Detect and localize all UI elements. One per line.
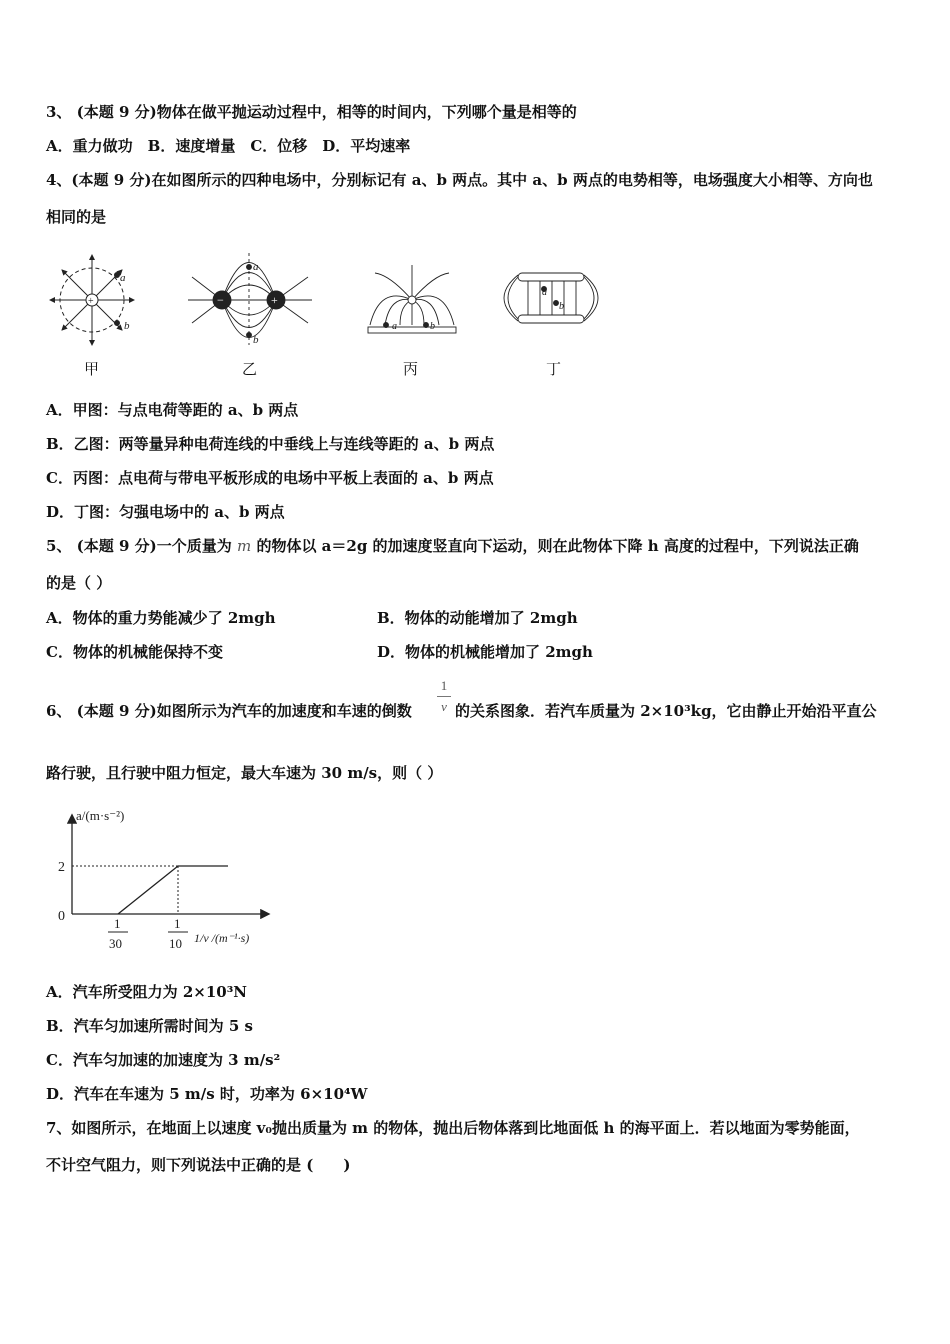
q4-option-c: C．丙图：点电荷与带电平板形成的电场中平板上表面的 a、b 两点 [46, 469, 494, 487]
figure-yi [188, 253, 312, 345]
figure-bing [368, 265, 456, 333]
figure-label-jia: 甲 [84, 360, 100, 378]
graph-line [118, 866, 228, 914]
q6-option-b: B．汽车匀加速所需时间为 5 s [46, 1017, 254, 1035]
mark-bing-b: b [430, 321, 435, 332]
q6-option-a: A．汽车所受阻力为 2×10³N [46, 983, 248, 1001]
origin-label: 0 [58, 909, 65, 924]
mark-yi-b: b [253, 334, 259, 346]
q4-figures [40, 245, 620, 390]
q6-stem-line1-b: 的关系图象．若汽车质量为 2×10³kg，它由静止开始沿平直公 [455, 702, 877, 720]
q5-option-d: D．物体的机械能增加了 2mgh [377, 643, 593, 661]
q6-option-d: D．汽车在车速为 5 m/s 时，功率为 6×10⁴W [46, 1085, 368, 1103]
mark-ding-b: b [559, 301, 564, 312]
q5-option-c: C．物体的机械能保持不变 [46, 643, 223, 661]
x-axis-label: 1/v /(m⁻¹·s) [194, 931, 250, 945]
figure-label-ding: 丁 [546, 360, 562, 378]
x-tick2-num: 1 [174, 916, 181, 931]
mark-yi-a: a [253, 261, 259, 273]
mark-ding-a: a [542, 287, 547, 298]
figure-label-bing: 丙 [403, 360, 419, 378]
q6-graph [40, 798, 280, 963]
q5-mass-symbol: m [236, 537, 252, 555]
q4-stem-line2: 相同的是 [46, 208, 107, 226]
q7-stem-line1: 7、如图所示，在地面上以速度 v₀抛出质量为 m 的物体，抛出后物体落到比地面低 h 的海平面上．若以地面为零势能面， [46, 1119, 860, 1137]
q5-stem-part-b: 的物体以 a＝2g 的加速度竖直向下运动，则在此物体下降 h 高度的过程中，下列说法正确 [256, 537, 859, 555]
mark-bing-a: a [392, 321, 397, 332]
q4-stem-line1: 4、(本题 9 分)在如图所示的四种电场中，分别标记有 a、b 两点。其中 a、b 两点的电势相等，电场强度大小相等、方向也 [46, 171, 873, 189]
x-tick1-num: 1 [114, 916, 121, 931]
x-tick2-den: 10 [169, 936, 182, 951]
q5-option-a: A．物体的重力势能减少了 2mgh [46, 609, 276, 627]
q3-options: A．重力做功 B．速度增量 C．位移 D．平均速率 [46, 137, 411, 155]
q4-option-d: D．丁图：匀强电场中的 a、b 两点 [46, 503, 285, 521]
y-tick-2: 2 [58, 860, 65, 875]
q5-stem-line1 [46, 536, 859, 556]
q3-stem: 3、 (本题 9 分)物体在做平抛运动过程中，相等的时间内，下列哪个量是相等的 [46, 103, 577, 121]
q6-stem-line1-a: 6、 (本题 9 分)如图所示为汽车的加速度和车速的倒数 [46, 702, 412, 720]
q5-option-b: B．物体的动能增加了 2mgh [377, 609, 578, 627]
q6-fraction-num: 1 [440, 678, 448, 693]
q7-stem-line2: 不计空气阻力，则下列说法中正确的是 ( ) [46, 1156, 351, 1174]
svg-text:−: − [217, 293, 224, 307]
q5-stem-line2: 的是（ ） [46, 574, 112, 592]
svg-text:+: + [271, 293, 278, 307]
mark-jia-a: a [120, 272, 126, 284]
q6-fraction-den: v [441, 699, 447, 714]
mark-jia-b: b [124, 320, 130, 332]
y-axis-label: a/(m·s⁻²) [76, 808, 125, 823]
q6-fraction [437, 678, 451, 715]
x-tick1-den: 30 [109, 936, 122, 951]
q6-stem-line2: 路行驶，且行驶中阻力恒定，最大车速为 30 m/s，则（ ） [46, 764, 443, 782]
figure-label-yi: 乙 [242, 360, 258, 378]
q4-option-b: B．乙图：两等量异种电荷连线的中垂线上与连线等距的 a、b 两点 [46, 435, 495, 453]
svg-text:+: + [88, 296, 94, 307]
q6-option-c: C．汽车匀加速的加速度为 3 m/s² [46, 1051, 281, 1069]
figure-jia [50, 255, 134, 345]
q4-option-a: A．甲图：与点电荷等距的 a、b 两点 [46, 401, 299, 419]
figure-ding [504, 273, 598, 323]
q5-stem-part-a: 5、 (本题 9 分)一个质量为 [46, 537, 232, 555]
